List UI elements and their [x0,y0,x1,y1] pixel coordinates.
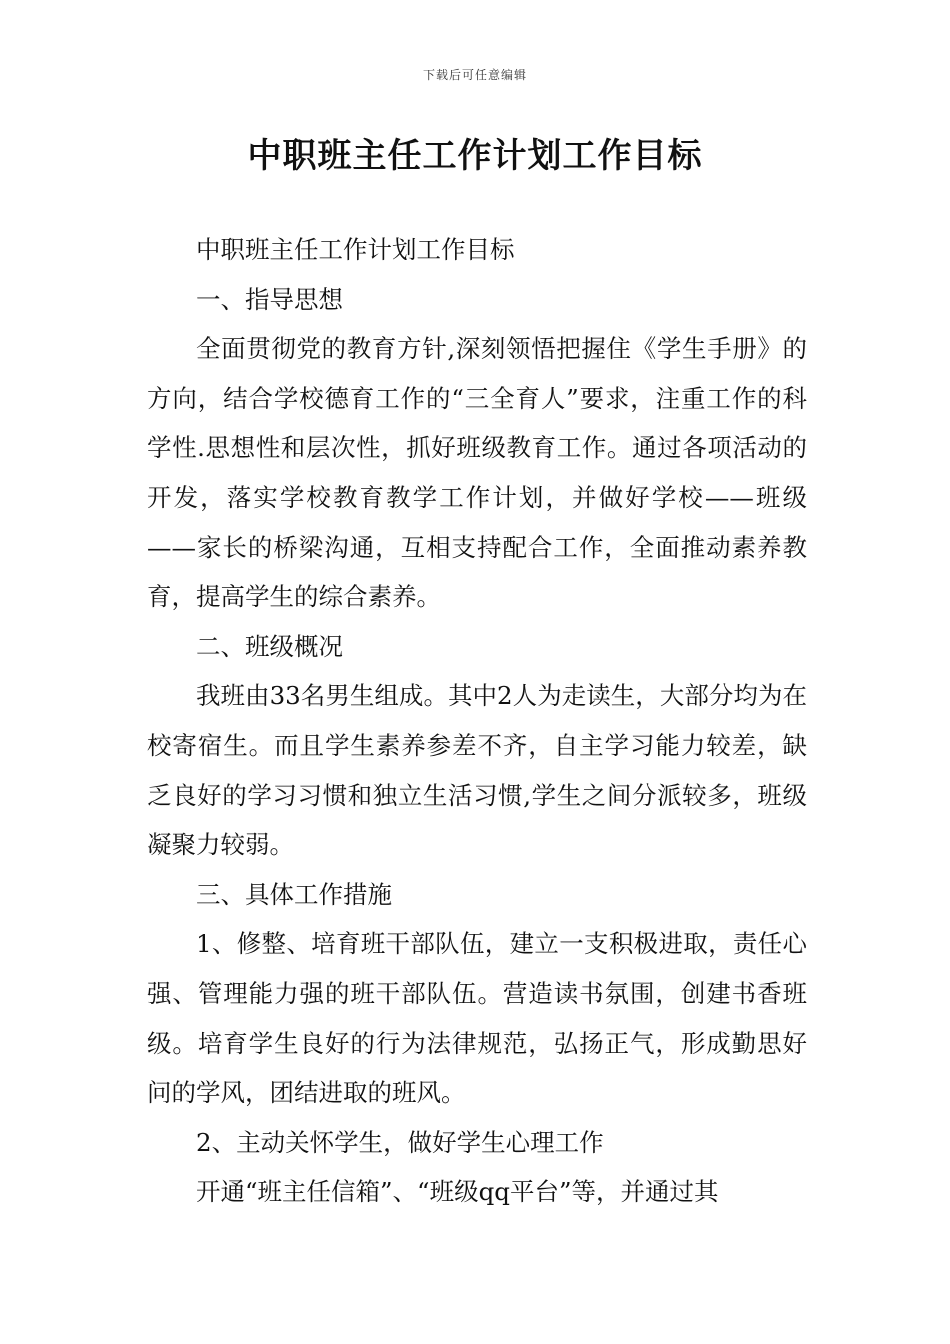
paragraph-class-overview: 我班由33名男生组成。其中2人为走读生，大部分均为在校寄宿生。而且学生素养参差不齐，自主学习能力较差，缺乏良好的学习习惯和独立生活习惯,学生之间分派较多，班级凝聚力较弱。 [147,681,807,860]
section-heading-guiding-ideology: 一、指导思想 [196,284,343,314]
paragraph-measure-2-text: 开通“班主任信箱”、“班级qq平台”等，并通过其 [196,1177,719,1207]
section-heading-measures: 三、具体工作措施 [196,879,392,909]
document-body [147,225,807,1217]
paragraph-measure-2-heading: 2、主动关怀学生，做好学生心理工作 [196,1127,604,1157]
paragraph-subtitle: 中职班主任工作计划工作目标 [196,235,515,264]
paragraph-measure-1: 1、修整、培育班干部队伍，建立一支积极进取，责任心强、管理能力强的班干部队伍。营造读书氛围，创建书香班级。培育学生良好的行为法律规范，弘扬正气，形成勤思好问的学风，团结进取的班风。 [147,929,807,1108]
document-title: 中职班主任工作计划工作目标 [247,136,703,176]
section-heading-class-overview: 二、班级概况 [196,631,343,661]
header-note: 下载后可任意编辑 [422,68,527,82]
paragraph-guiding-ideology: 全面贯彻党的教育方针,深刻领悟把握住《学生手册》的方向，结合学校德育工作的“三全育人”要求，注重工作的科学性.思想性和层次性，抓好班级教育工作。通过各项活动的开发，落实学校教育教学工作计划，并做好学校——班级——家长的桥梁沟通，互相支持配合工作，全面推动素养教育，提高学生的综合素养。 [147,334,807,612]
